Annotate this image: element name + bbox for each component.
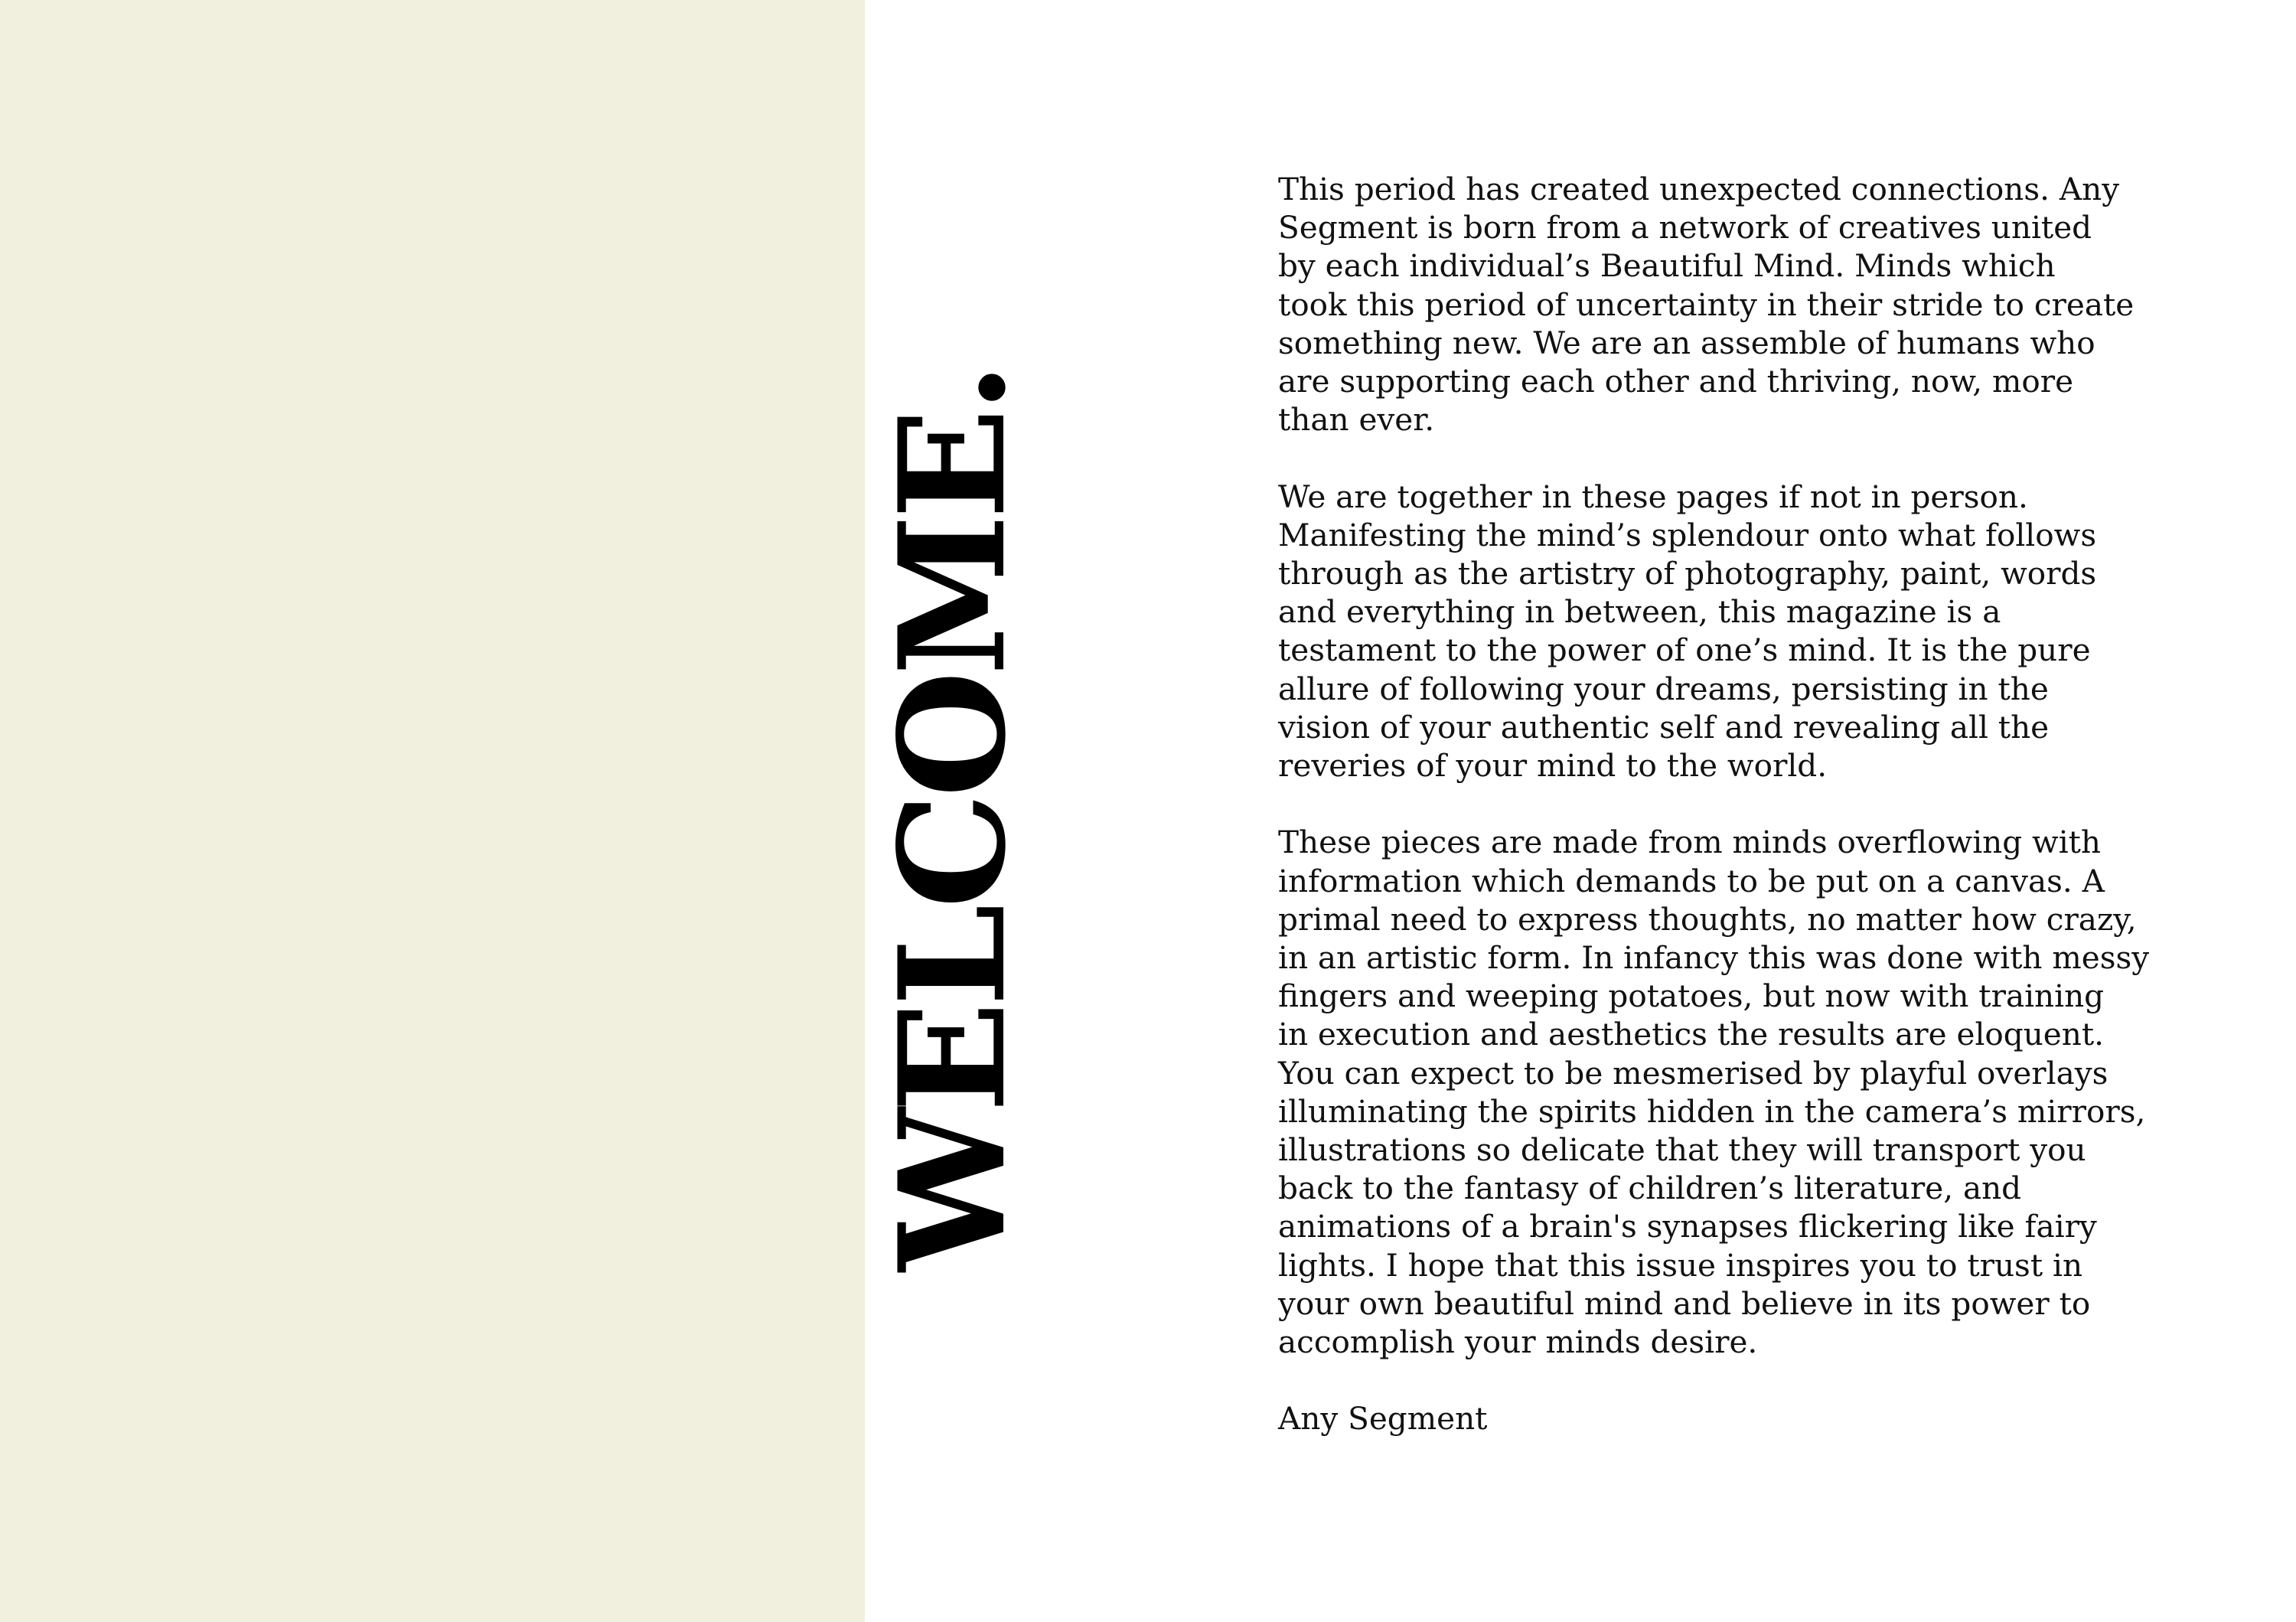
text-line: in execution and aesthetics the results are eloquent.	[1278, 1016, 2104, 1053]
text-line: illustrations so delicate that they will transport you	[1278, 1131, 2086, 1169]
text-line: reveries of your mind to the world.	[1278, 747, 1828, 785]
text-line: animations of a brain's synapses flickering like fairy	[1278, 1208, 2097, 1245]
paragraph-1	[1278, 170, 2197, 439]
text-line: You can expect to be mesmerised by playful overlays	[1278, 1054, 2108, 1092]
text-line: These pieces are made from minds overflowing with	[1278, 824, 2102, 861]
text-line: through as the artistry of photography, paint, words	[1278, 555, 2097, 592]
text-line: information which demands to be put on a canvas. A	[1278, 862, 2105, 899]
text-line: something new. We are an assemble of humans who	[1278, 324, 2095, 361]
text-line: accomplish your minds desire.	[1278, 1323, 1758, 1361]
text-line: We are together in these pages if not in person.	[1278, 478, 2028, 515]
left-page-panel	[0, 0, 865, 1622]
text-line: illuminating the spirits hidden in the camera’s mirrors,	[1278, 1092, 2146, 1130]
text-line: Segment is born from a network of creatives united	[1278, 209, 2092, 246]
paragraph-3	[1278, 823, 2197, 1361]
welcome-heading: WELCOME.	[867, 367, 1038, 1271]
text-line: allure of following your dreams, persisting in the	[1278, 670, 2049, 707]
text-line: fingers and weeping potatoes, but now with training	[1278, 977, 2105, 1015]
text-line: testament to the power of one’s mind. It is the pure	[1278, 632, 2091, 669]
text-line: lights. I hope that this issue inspires you to trust in	[1278, 1246, 2083, 1284]
text-line: your own beautiful mind and believe in its power to	[1278, 1284, 2091, 1322]
text-line: than ever.	[1278, 401, 1435, 439]
paragraph-2	[1278, 478, 2197, 785]
text-line: and everything in between, this magazine is a	[1278, 593, 2001, 631]
text-line: took this period of uncertainty in their stride to create	[1278, 286, 2135, 323]
text-line: in an artistic form. In infancy this was done with messy	[1278, 939, 2150, 977]
text-line: primal need to express thoughts, no matter how crazy,	[1278, 900, 2137, 938]
signature: Any Segment	[1278, 1400, 1488, 1438]
text-line: vision of your authentic self and revealing all the	[1278, 708, 2050, 746]
text-line: This period has created unexpected connections. Any	[1278, 171, 2120, 207]
text-line: back to the fantasy of children’s literature, and	[1278, 1170, 2022, 1207]
editorial-text	[1278, 170, 2197, 1477]
text-line: by each individual’s Beautiful Mind. Minds which	[1278, 247, 2056, 285]
heading-container	[867, 321, 1038, 1317]
text-line: are supporting each other and thriving, now, more	[1278, 363, 2074, 400]
text-line: Manifesting the mind’s splendour onto what follows	[1278, 516, 2097, 553]
